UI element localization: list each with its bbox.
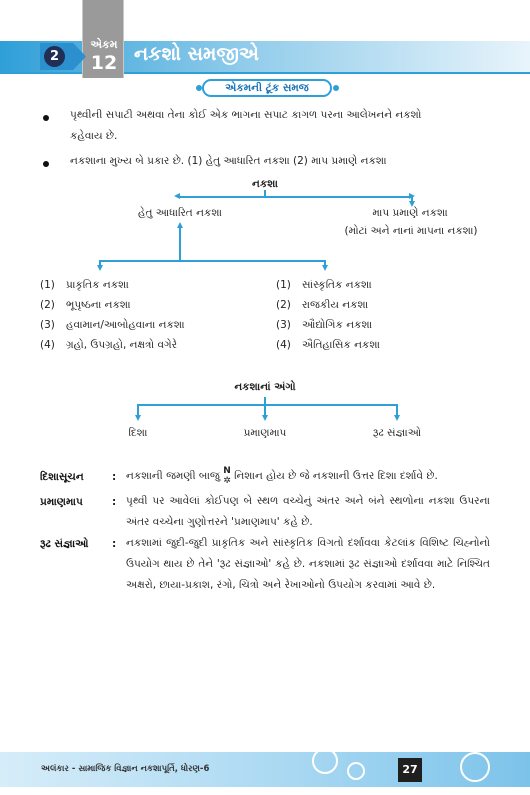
diagram-connector <box>137 404 397 406</box>
list-item-number: (3) <box>40 319 55 331</box>
list-item: સાંસ્કૃતિક નકશા <box>302 279 372 291</box>
north-arrow-icon: N ✲ <box>223 466 231 486</box>
pill-right-dot <box>333 85 339 91</box>
definition-text: નકશામાં જુદી-જુદી પ્રાકૃતિક અને સાંસ્કૃતિક વિગતો દર્શાવવા કેટલાંક વિશિષ્ટ ચિહ્નોનો ઉપયોગ થાય છે તેને 'રૂઢ સંજ્ઞાઓ' કહે છે. નકશામાં રૂઢ સંજ્ઞાઓ દર્શાવવા માટે નિશ્ચિત અક્ષરો, છાયા-પ્રકાશ, રંગો, ચિત્રો અને રેખાઓનો ઉપયોગ કરવામાં આવે છે. <box>126 537 490 591</box>
definition-colon: : <box>112 471 117 483</box>
chapter-number-badge: 2 <box>44 46 65 67</box>
bullet-text-line: પૃથ્વીની સપાટી અથવા તેના કોઈ એક ભાગના સપાટ કાગળ પરના આલેખનને નકશો <box>70 109 422 121</box>
list-item-number: (2) <box>276 299 291 311</box>
arrow-down-icon <box>394 415 400 421</box>
list-item-number: (4) <box>40 339 55 351</box>
component-item: રૂઢ સંજ્ઞાઓ <box>372 427 422 439</box>
list-item: ગ્રહો, ઉપગ્રહો, નક્ષત્રો વગેરે <box>66 339 178 351</box>
list-item-number: (2) <box>40 299 55 311</box>
diagram-root-label: નકશા <box>252 178 278 190</box>
definition-colon: : <box>112 538 117 550</box>
arrow-down-icon <box>97 265 103 271</box>
right-branch-label: માપ પ્રમાણે નકશા <box>372 207 448 219</box>
bullet-text-line: કહેવાય છે. <box>70 130 118 142</box>
diagram-connector <box>179 227 181 261</box>
definition-term: રૂઢ સંજ્ઞાઓ <box>40 538 89 550</box>
diagram-connector <box>264 190 266 197</box>
page-number: 27 <box>398 758 422 782</box>
diagram-connector <box>179 196 411 198</box>
list-item-number: (1) <box>40 279 55 291</box>
page-title: નકશો સમજીએ <box>134 43 259 65</box>
list-item: પ્રાકૃતિક નકશા <box>66 279 129 291</box>
diagram-connector <box>99 260 325 262</box>
unit-number: 12 <box>90 52 118 74</box>
decorative-bubble <box>460 752 490 782</box>
definition-text-part: નકશાની જમણી બાજુ <box>126 470 220 482</box>
component-item: દિશા <box>128 427 148 439</box>
bullet-dot <box>43 161 49 167</box>
unit-tab <box>82 0 124 78</box>
arrow-left-icon <box>174 193 180 199</box>
definition-text: પૃથ્વી પર આવેલાં કોઈપણ બે સ્થળ વચ્ચેનું અંતર અને બંને સ્થળોના નકશા ઉપરના અંતર વચ્ચેના ગુણોત્તરને 'પ્રમાણમાપ' કહે છે. <box>126 495 490 528</box>
definition-term: પ્રમાણમાપ <box>40 496 83 508</box>
list-item: રાજકીય નકશા <box>302 299 369 311</box>
arrow-down-icon <box>262 415 268 421</box>
definition-term: દિશાસૂચન <box>40 471 84 483</box>
arrow-down-icon <box>135 415 141 421</box>
decorative-bubble <box>312 748 338 774</box>
definition-colon: : <box>112 496 117 508</box>
header-divider <box>0 72 530 74</box>
arrow-down-icon <box>322 265 328 271</box>
list-item-number: (3) <box>276 319 291 331</box>
decorative-bubble <box>347 762 365 780</box>
component-item: પ્રમાણમાપ <box>243 427 287 439</box>
list-item-number: (4) <box>276 339 291 351</box>
list-item-number: (1) <box>276 279 291 291</box>
definition-text <box>126 466 490 487</box>
summary-heading: એકમની ટૂંક સમજ <box>202 79 332 97</box>
definition-text-part: નિશાન હોય છે જે નકશાની ઉત્તર દિશા દર્શાવે છે. <box>234 470 438 482</box>
list-item: ઐતિહાસિક નકશા <box>302 339 380 351</box>
list-item: હવામાન/આબોહવાના નકશા <box>66 319 185 331</box>
list-item: ભૂપૃષ્ઠના નકશા <box>66 299 131 311</box>
unit-label: એકમ <box>90 38 118 51</box>
list-item: ઔદ્યોગિક નકશા <box>302 319 373 331</box>
footer-book-title: અલંકાર - સામાજિક વિજ્ઞાન નકશાપૂર્તિ, ધોરણ-6 <box>41 764 210 774</box>
components-title: નકશાનાં અંગો <box>234 381 296 393</box>
bullet-dot <box>43 115 49 121</box>
right-branch-note: (મોટાં અને નાનાં માપના નકશા) <box>344 225 478 237</box>
left-branch-label: હેતુ આધારિત નકશા <box>138 207 222 219</box>
bullet-text-line: નકશાના મુખ્ય બે પ્રકાર છે. (1) હેતુ આધારિત નકશા (2) માપ પ્રમાણે નકશા <box>70 155 387 167</box>
